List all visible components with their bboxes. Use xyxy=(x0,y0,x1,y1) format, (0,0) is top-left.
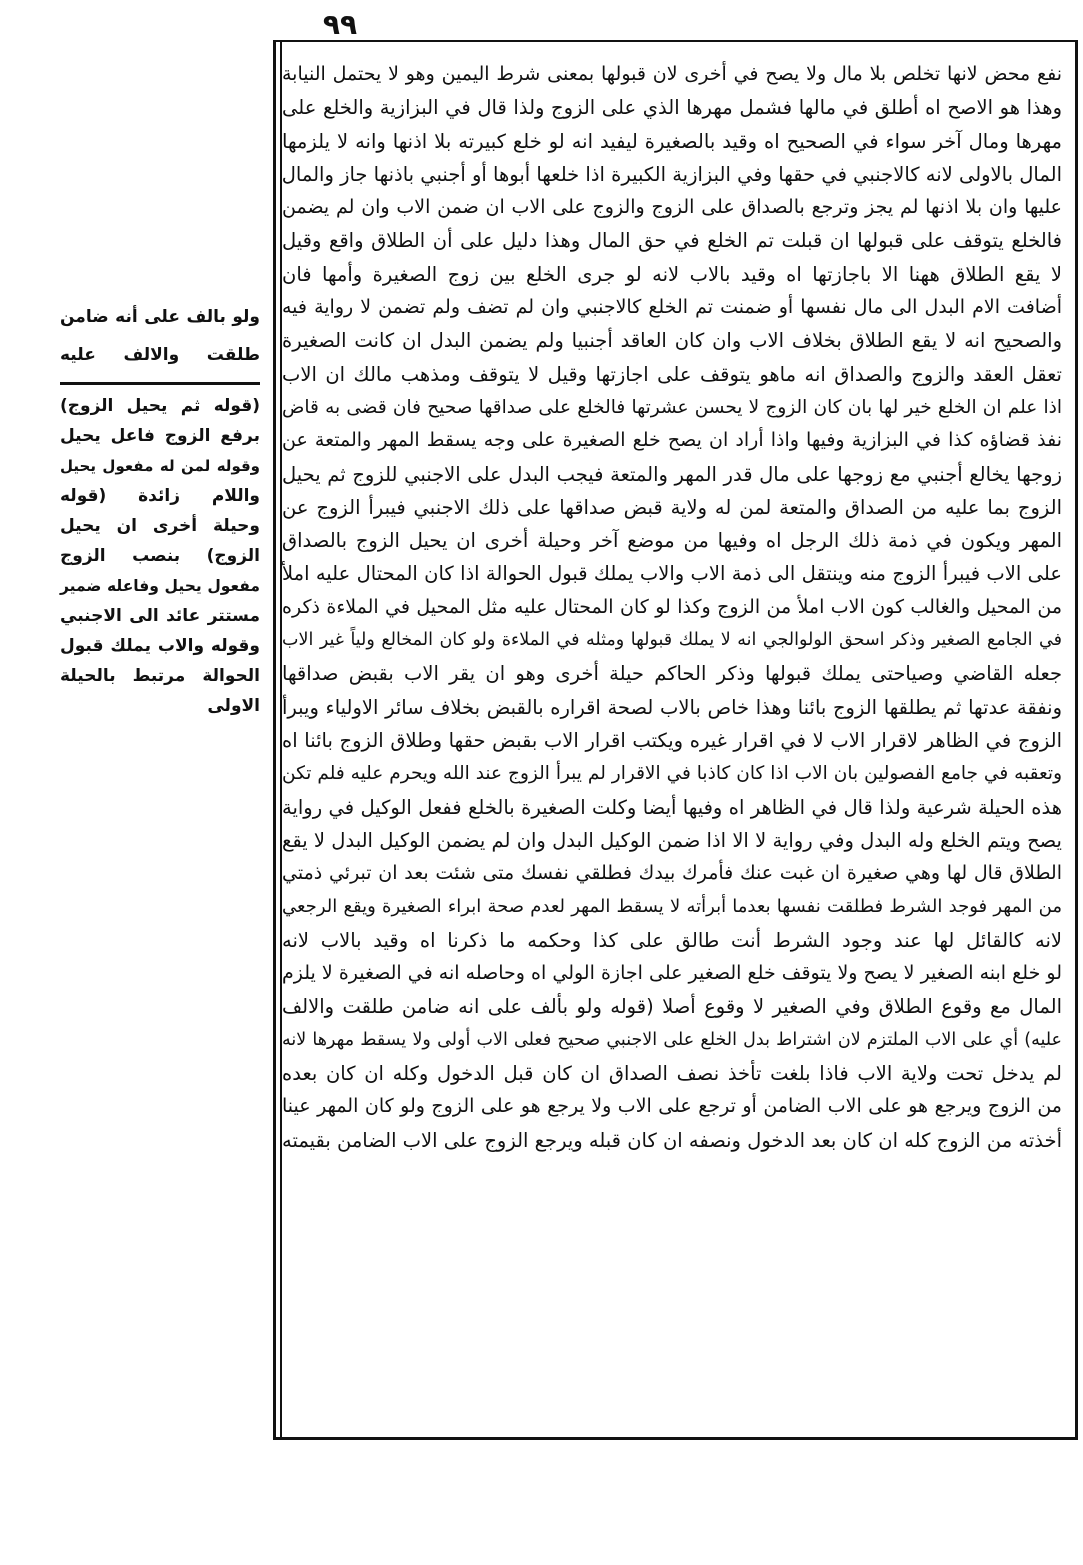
margin-note-line: الاولى xyxy=(207,696,260,716)
main-text-line: نفع محض لانها تخلص بلا مال ولا يصح في أخرى لان قبولها بمعنى شرط اليمين وهو لا يحتمل النيابة xyxy=(282,63,1062,85)
main-text-line: وتعقبه في جامع الفصولين بان الاب اذا كان كاذبا في الاقرار لم يبرأ الزوج عند الله ويحرم عليه فلم تكن xyxy=(282,763,1062,785)
margin-note-line: واللام زائدة (قوله xyxy=(60,486,260,506)
main-text-line: تعقل العقد والزوج والصداق انه ماهو يتوقف على اجازتها وقيل لا يتوقف ومذهب مالك ان الاب xyxy=(282,362,1062,386)
margin-note-line: وقوله لمن له مفعول يحيل xyxy=(60,457,260,475)
main-text-line: أضافت الام البدل الى مال نفسها أو ضمنت تم الخلع كالاجنبي وان لم تضف ولم تضمن لا رواية فيه xyxy=(282,296,1062,319)
margin-heading-line: ولو بالف على أنه ضامن xyxy=(60,307,260,327)
margin-note-line: مستتر عائد الى الاجنبي xyxy=(60,606,260,626)
margin-note-line: وقوله والاب يملك قبول xyxy=(60,636,260,656)
main-text-line: نفذ قضاؤه كذا في البزازية وفيها واذا أراد ان يصح خلع الصغيرة على وجه يسقط المهر والمتعة عن xyxy=(282,429,1062,452)
main-text-line: وهذا هو الاصح اه أطلق في مالها فشمل مهرها الذي على الزوج ولذا قال في البزازية والخلع على xyxy=(282,96,1062,120)
main-text-line: أخذته من الزوج كله ان كان بعد الدخول ونصفه ان كان قبله ويرجع الزوج على الاب الضامن بقيمته xyxy=(282,1128,1062,1152)
main-text-line: اذا علم ان الخلع خير لها بان كان الزوج لا يحسن عشرتها فالخلع على صداقها صحيح فان قضى به قاض xyxy=(282,396,1062,418)
main-text-line: لم يدخل تحت ولاية الاب فاذا بلغت تأخذ نصف الصداق ان كان قبل الدخول وكله ان كان بعده xyxy=(282,1061,1062,1085)
margin-heading xyxy=(60,298,260,374)
main-text-line: عليها وان بلا اذنها لم يجز وترجع بالصداق على الزوج والزوج على الاب ان ضمن الاب وان لم يضمن xyxy=(282,196,1062,219)
page-number: ٩٩ xyxy=(322,8,358,41)
margin-note-line: مفعول يحيل وفاعله ضمير xyxy=(60,577,260,595)
main-text-line: ونفقة عدتها ثم يطلقها الزوج بائنا وهذا خاص بالاب لصحة اقراره بالقبض بخلاف سائر الاولياء ويبرأ xyxy=(282,695,1062,719)
main-text-line: الزوج في الظاهر لاقرار الاب لا في اقرار غيره ويكتب اقرار الاب بقبض حقها وطلاق الزوج بائنا اه xyxy=(282,728,1062,752)
main-text-line: يصح ويتم الخلع وله البدل وفي رواية لا الا اذا ضمن الوكيل البدل وان لم يضمن الوكيل البدل لا يقع xyxy=(282,828,1062,852)
main-text-line: المهر ويكون في ذمة ذلك الرجل اه وفيها من موضع آخر وحيلة أخرى ان يحيل الزوج بالصداق xyxy=(282,529,1062,553)
main-text-line: فالخلع يتوقف على قبولها ان قبلت تم الخلع في حق المال وهذا دليل على أن الطلاق واقع وقيل xyxy=(282,229,1062,253)
main-text-line: لو خلع ابنه الصغير لا يصح ولا يتوقف خلع الصغير على اجازة الولي اه وحاصله انه في الصغيرة لا يلزم xyxy=(282,962,1062,985)
main-text-line: والصحيح انه لا يقع الطلاق بخلاف الاب وان كان العاقد أجنبيا ولم يضمن البدل ان كانت الصغيرة xyxy=(282,329,1062,353)
margin-note-line: وحيلة أخرى ان يحيل xyxy=(60,516,260,536)
main-text-line: هذه الحيلة شرعية ولذا قال في الظاهر اه وفيها أيضا وكلت الصغيرة بالخلع ففعل الوكيل في رواية xyxy=(282,795,1062,819)
main-text-line: على الاب فيبرأ الزوج منه وينتقل الى ذمة الاب والاب يملك قبول الحوالة اذا كان المحتال عليه املأ xyxy=(282,562,1062,586)
margin-heading-line: طلقت والالف عليه xyxy=(60,345,260,365)
main-text-line: الزوج بما عليه من الصداق والمتعة لمن له ولاية قبض صداقها على ذلك الاجنبي فيبرأ الزوج عن xyxy=(282,495,1062,519)
margin-notes xyxy=(60,391,260,721)
main-text-block xyxy=(282,58,1062,1428)
main-text-line: عليه) أي على الاب الملتزم لان اشتراط بدل الخلع على الاجنبي صحيح فعلى الاب أولى ولا يسقط مهرها لانه xyxy=(282,1029,1062,1050)
main-text-line: لا يقع الطلاق ههنا الا باجازتها اه وقيد بالاب لانه لو جرى الخلع بين زوج الصغيرة وأمها فان xyxy=(282,262,1062,286)
margin-note-line: برفع الزوج فاعل يحيل xyxy=(60,426,260,446)
main-text-line: زوجها يخالع أجنبي مع زوجها على مال قدر المهر والمتعة فيجب البدل على الاجنبي للزوج ثم يحيل xyxy=(282,462,1062,486)
main-text-line: من الزوج ويرجع هو على الاب الضامن أو ترجع على الاب ولا يرجع هو على الزوج ولو كان المهر عينا xyxy=(282,1095,1062,1118)
margin-divider xyxy=(60,382,260,385)
margin-note-line: الزوج) بنصب الزوج xyxy=(60,546,260,566)
main-text-line: مهرها ومال آخر سواء في الصحيح اه وقيد بالصغيرة ليفيد انه لو خلع كبيرته بلا اذنها وانه لا يلزمها xyxy=(282,129,1062,153)
main-text-line: الطلاق قال لها وهي صغيرة ان غبت عنك فأمرك بيدك فطلقي نفسك متى شئت بعد ان تبرئي ذمتي xyxy=(282,862,1062,885)
main-text-line: من المحيل والغالب كون الاب املأ من الزوج وكذا لو كان المحتال عليه مثل المحيل في الملاءة ذكره xyxy=(282,595,1062,618)
margin-note-line: (قوله ثم يحيل الزوج) xyxy=(60,396,260,416)
main-text-line: من المهر فوجد الشرط فطلقت نفسها بعدما أبرأته لا يسقط المهر لعدم صحة ابراء الصغيرة ويقع الرجعي xyxy=(282,896,1062,918)
main-text-line: في الجامع الصغير وذكر اسحق الولوالجي انه لا يملك قبولها ومثله في الملاءة ولو كان المخالع ولياً غير الاب xyxy=(282,630,1062,651)
margin-note-line: الحوالة مرتبط بالحيلة xyxy=(60,666,260,686)
main-text-line: لانه كالقائل لها عند وجود الشرط أنت طالق على كذا وحكمه ما ذكرنا اه وقيد بالاب لانه xyxy=(282,928,1062,952)
margin-commentary xyxy=(60,298,260,721)
main-text-line: المال مع وقوع الطلاق وفي الصغير لا وقوع أصلا (قوله ولو بألف على انه ضامن طلقت والالف xyxy=(282,995,1062,1019)
main-text-line: جعله القاضي وصياحتى يملك قبولها وذكر الحاكم حيلة أخرى وهو ان يقر الاب بقبض صداقها xyxy=(282,662,1062,686)
main-text-line: المال بالاولى لانه كالاجنبي في حقها وفي البزازية الكبيرة اذا خلعها أبوها أو أجنبي باذنها جاز والمال xyxy=(282,162,1062,186)
